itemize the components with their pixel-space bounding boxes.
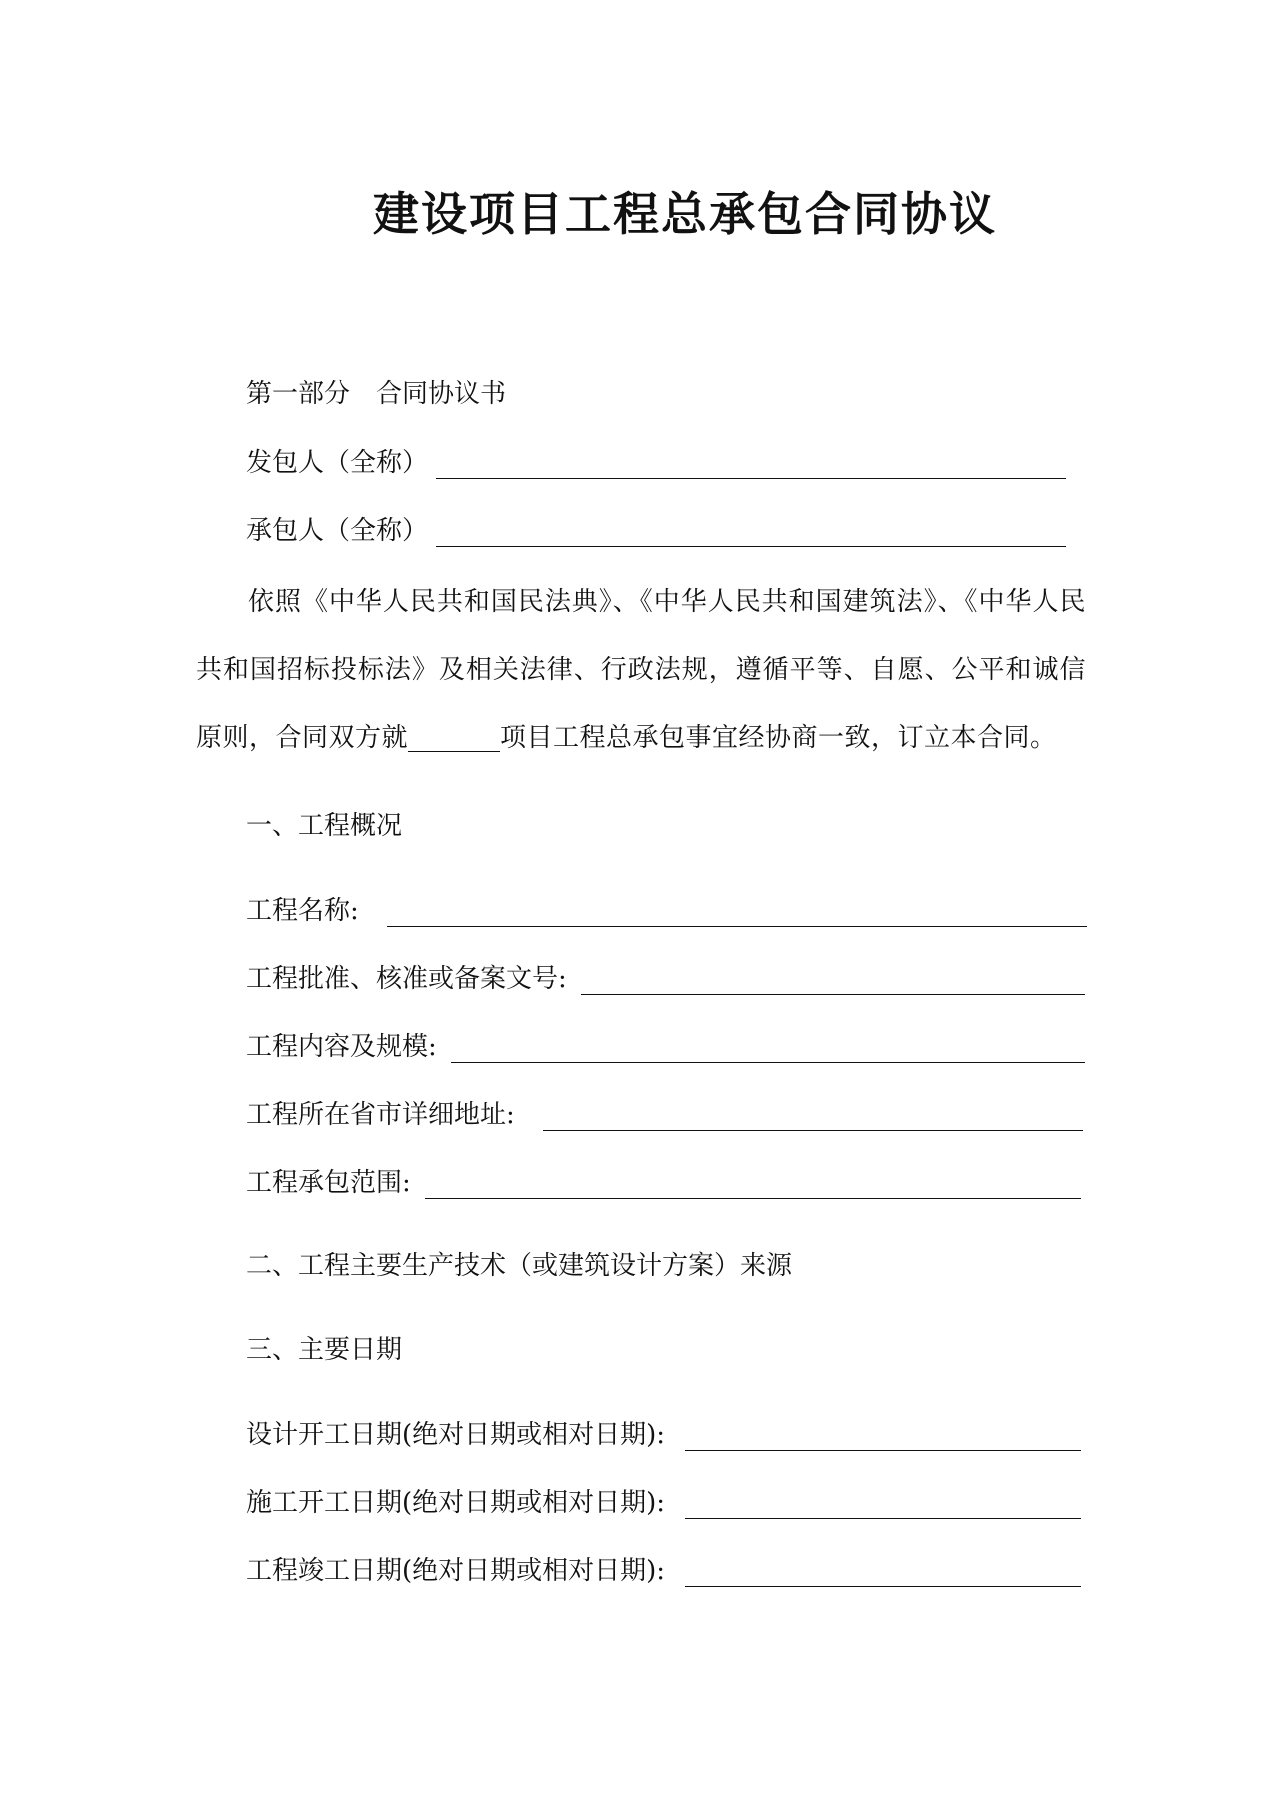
field-completion <box>246 1550 1081 1591</box>
address-field[interactable] <box>543 1102 1083 1131</box>
employer-label: 发包人（全称） <box>246 448 429 478</box>
field-contract-scope <box>246 1162 1081 1203</box>
project-name-field[interactable] <box>387 898 1087 927</box>
field-label: 施工开工日期(绝对日期或相对日期): <box>246 1488 666 1518</box>
intro-text-after: 项目工程总承包事宜经协商一致，订立本合同。 <box>500 723 1057 753</box>
section3-heading: 三、主要日期 <box>246 1335 403 1365</box>
scope-scale-field[interactable] <box>451 1034 1085 1063</box>
section2-heading: 二、工程主要生产技术（或建筑设计方案）来源 <box>246 1251 793 1281</box>
field-approval-number <box>246 958 1085 999</box>
field-label: 工程所在省市详细地址: <box>246 1100 515 1130</box>
field-address <box>246 1094 1083 1135</box>
construction-start-date-field[interactable] <box>685 1490 1081 1519</box>
completion-date-field[interactable] <box>685 1558 1081 1587</box>
approval-number-field[interactable] <box>581 966 1085 995</box>
field-label: 工程名称: <box>246 896 359 926</box>
document-title: 建设项目工程总承包合同协议 <box>373 187 997 241</box>
intro-text-before: 依照《中华人民共和国民法典》、《中华人民共和国建筑法》、《中华人民共和国招标投标法》及相关法律、行政法规，遵循平等、自愿、公平和诚信原则，合同双方就 <box>196 587 1086 753</box>
contractor-row <box>246 510 1066 551</box>
field-design-start <box>246 1414 1081 1455</box>
employer-row <box>246 442 1066 483</box>
field-label: 工程批准、核准或备案文号: <box>246 964 567 994</box>
intro-paragraph <box>196 568 1086 772</box>
field-label: 工程内容及规模: <box>246 1032 437 1062</box>
contractor-label: 承包人（全称） <box>246 516 429 546</box>
field-construction-start <box>246 1482 1081 1523</box>
project-name-blank[interactable] <box>408 721 500 752</box>
field-label: 工程承包范围: <box>246 1168 411 1198</box>
employer-name-blank[interactable] <box>436 450 1066 479</box>
part-heading: 第一部分 合同协议书 <box>246 379 507 409</box>
field-scope-scale <box>246 1026 1085 1067</box>
section1-heading: 一、工程概况 <box>246 811 403 841</box>
design-start-date-field[interactable] <box>685 1422 1081 1451</box>
contractor-name-blank[interactable] <box>436 518 1066 547</box>
field-label: 工程竣工日期(绝对日期或相对日期): <box>246 1556 666 1586</box>
field-project-name <box>246 890 1087 931</box>
field-label: 设计开工日期(绝对日期或相对日期): <box>246 1420 666 1450</box>
contract-scope-field[interactable] <box>425 1170 1081 1199</box>
